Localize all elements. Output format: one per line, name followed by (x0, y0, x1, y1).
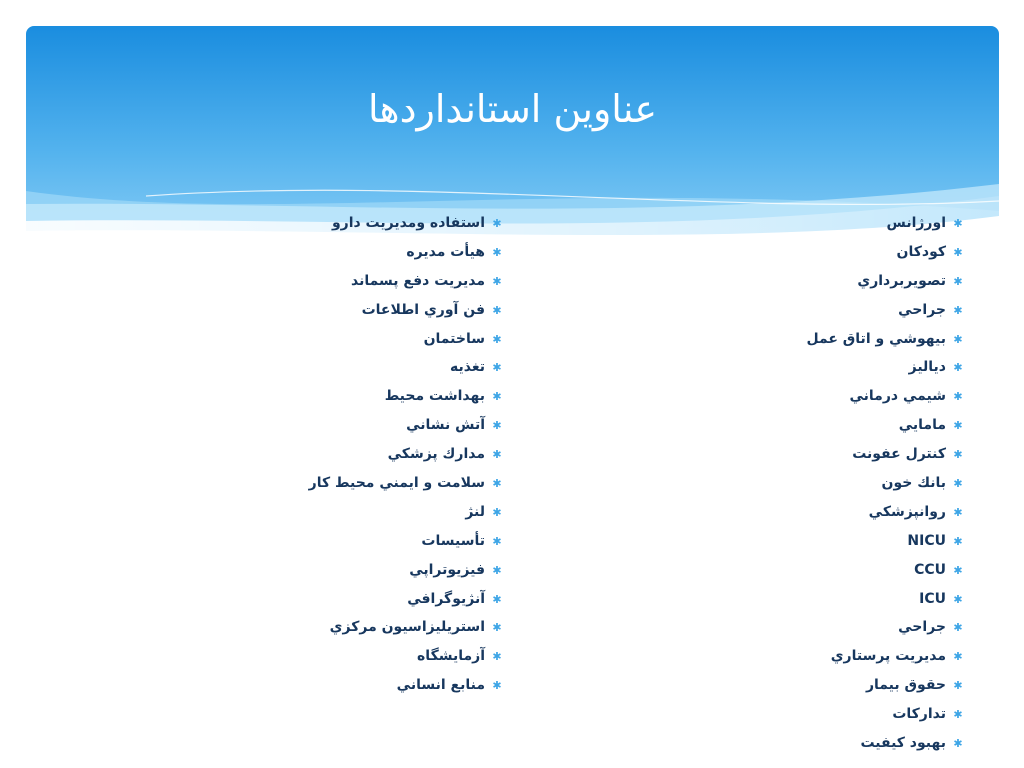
bullet-asterisk-icon: ✱ (953, 245, 963, 259)
slide-title: عناوین استانداردها (367, 87, 658, 131)
bullet-asterisk-icon: ✱ (953, 419, 963, 433)
list-item (670, 556, 970, 585)
list-item-label: حقوق بيمار (865, 677, 946, 694)
list-item-label: ساختمان (423, 330, 485, 347)
list-item (670, 440, 970, 469)
bullet-asterisk-icon: ✱ (492, 534, 502, 548)
bullet-asterisk-icon: ✱ (492, 332, 502, 346)
list-item-label: آزمايشگاه (417, 648, 485, 665)
list-item-label: هيأت مديره (406, 243, 485, 260)
list-item (670, 527, 970, 556)
bullet-asterisk-icon: ✱ (492, 679, 502, 693)
standards-list-left (189, 209, 509, 700)
list-item (670, 613, 970, 642)
list-item-label: شيمي درماني (849, 388, 946, 405)
list-item-label: آتش نشاني (406, 417, 485, 434)
bullet-asterisk-icon: ✱ (492, 592, 502, 606)
list-item (670, 296, 970, 325)
bullet-asterisk-icon: ✱ (492, 505, 502, 519)
list-item (670, 209, 970, 238)
list-item-label: جراحي (898, 301, 946, 318)
bullet-asterisk-icon: ✱ (492, 274, 502, 288)
list-item (670, 325, 970, 354)
bullet-asterisk-icon: ✱ (492, 361, 502, 375)
bullet-asterisk-icon: ✱ (953, 708, 963, 722)
list-item (189, 527, 509, 556)
list-item-label: NICU (907, 532, 946, 549)
list-item-label: لنژ (465, 503, 485, 520)
list-item (189, 613, 509, 642)
bullet-asterisk-icon: ✱ (492, 448, 502, 462)
bullet-asterisk-icon: ✱ (953, 217, 963, 230)
list-item-label: منابع انساني (396, 677, 485, 694)
list-item-label: ICU (919, 590, 946, 607)
bullet-asterisk-icon: ✱ (953, 621, 963, 635)
list-item (670, 267, 970, 296)
list-item-label: روانپزشكي (868, 503, 946, 520)
list-item (670, 382, 970, 411)
list-item (670, 238, 970, 267)
bullet-asterisk-icon: ✱ (953, 505, 963, 519)
list-item-label: بانك خون (881, 475, 946, 492)
list-item-label: اورژانس (886, 215, 946, 231)
list-item-label: مديريت دفع پسماند (351, 272, 485, 289)
bullet-asterisk-icon: ✱ (492, 477, 502, 491)
list-item-label: آنژيوگرافي (407, 590, 485, 607)
list-item (670, 469, 970, 498)
bullet-asterisk-icon: ✱ (492, 390, 502, 404)
bullet-asterisk-icon: ✱ (492, 621, 502, 635)
list-item-label: استفاده ومديريت دارو (331, 215, 485, 231)
list-item-label: بهبود كيفيت (860, 735, 946, 752)
list-item (189, 498, 509, 527)
bullet-asterisk-icon: ✱ (953, 390, 963, 404)
bullet-asterisk-icon: ✱ (953, 737, 963, 751)
list-item-label: جراحي (898, 619, 946, 636)
list-item-label: دياليز (908, 359, 946, 376)
bullet-asterisk-icon: ✱ (953, 592, 963, 606)
list-item-label: فن آوري اطلاعات (361, 301, 485, 318)
list-item-label: تغذيه (450, 359, 485, 376)
bullet-asterisk-icon: ✱ (953, 361, 963, 375)
bullet-asterisk-icon: ✱ (953, 332, 963, 346)
list-item (189, 642, 509, 671)
list-item (189, 585, 509, 614)
list-item (670, 585, 970, 614)
list-item-label: مدارك پزشكي (387, 446, 485, 463)
list-item (189, 556, 509, 585)
list-item-label: كودكان (896, 243, 946, 260)
list-item-label: سلامت و ايمني محيط كار (308, 475, 485, 492)
list-item-label: كنترل عفونت (852, 446, 946, 463)
bullet-asterisk-icon: ✱ (492, 419, 502, 433)
bullet-asterisk-icon: ✱ (953, 534, 963, 548)
bullet-asterisk-icon: ✱ (953, 477, 963, 491)
list-item (189, 209, 509, 238)
bullet-asterisk-icon: ✱ (953, 448, 963, 462)
list-item (670, 700, 970, 729)
list-item-label: استريليزاسيون مركزي (329, 619, 485, 636)
bullet-asterisk-icon: ✱ (492, 563, 502, 577)
list-item (670, 411, 970, 440)
standards-list-right (670, 209, 970, 758)
list-item (189, 325, 509, 354)
list-item-label: تأسيسات (421, 532, 485, 549)
list-item-label: مديريت پرستاري (830, 648, 946, 665)
list-item-label: بهداشت محيط (384, 388, 485, 405)
list-item (670, 729, 970, 758)
list-item (670, 353, 970, 382)
list-item (670, 642, 970, 671)
list-item (189, 267, 509, 296)
list-item-label: تصويربرداري (857, 272, 946, 289)
list-item (189, 238, 509, 267)
list-item (189, 469, 509, 498)
list-item-label: بيهوشي و اتاق عمل (806, 330, 946, 347)
bullet-asterisk-icon: ✱ (953, 650, 963, 664)
bullet-asterisk-icon: ✱ (953, 679, 963, 693)
list-item (189, 296, 509, 325)
list-item (189, 440, 509, 469)
list-item-label: تداركات (892, 706, 946, 723)
list-item (670, 671, 970, 700)
list-item (189, 353, 509, 382)
list-item (189, 411, 509, 440)
list-item-label: فيزيوتراپي (409, 561, 485, 578)
bullet-asterisk-icon: ✱ (953, 274, 963, 288)
list-item (189, 382, 509, 411)
bullet-asterisk-icon: ✱ (492, 650, 502, 664)
bullet-asterisk-icon: ✱ (492, 245, 502, 259)
list-item (189, 671, 509, 700)
list-item-label: مامايي (898, 417, 946, 434)
list-item (670, 498, 970, 527)
bullet-asterisk-icon: ✱ (953, 563, 963, 577)
bullet-asterisk-icon: ✱ (953, 303, 963, 317)
list-item-label: CCU (914, 561, 946, 578)
bullet-asterisk-icon: ✱ (492, 303, 502, 317)
bullet-asterisk-icon: ✱ (492, 217, 502, 230)
